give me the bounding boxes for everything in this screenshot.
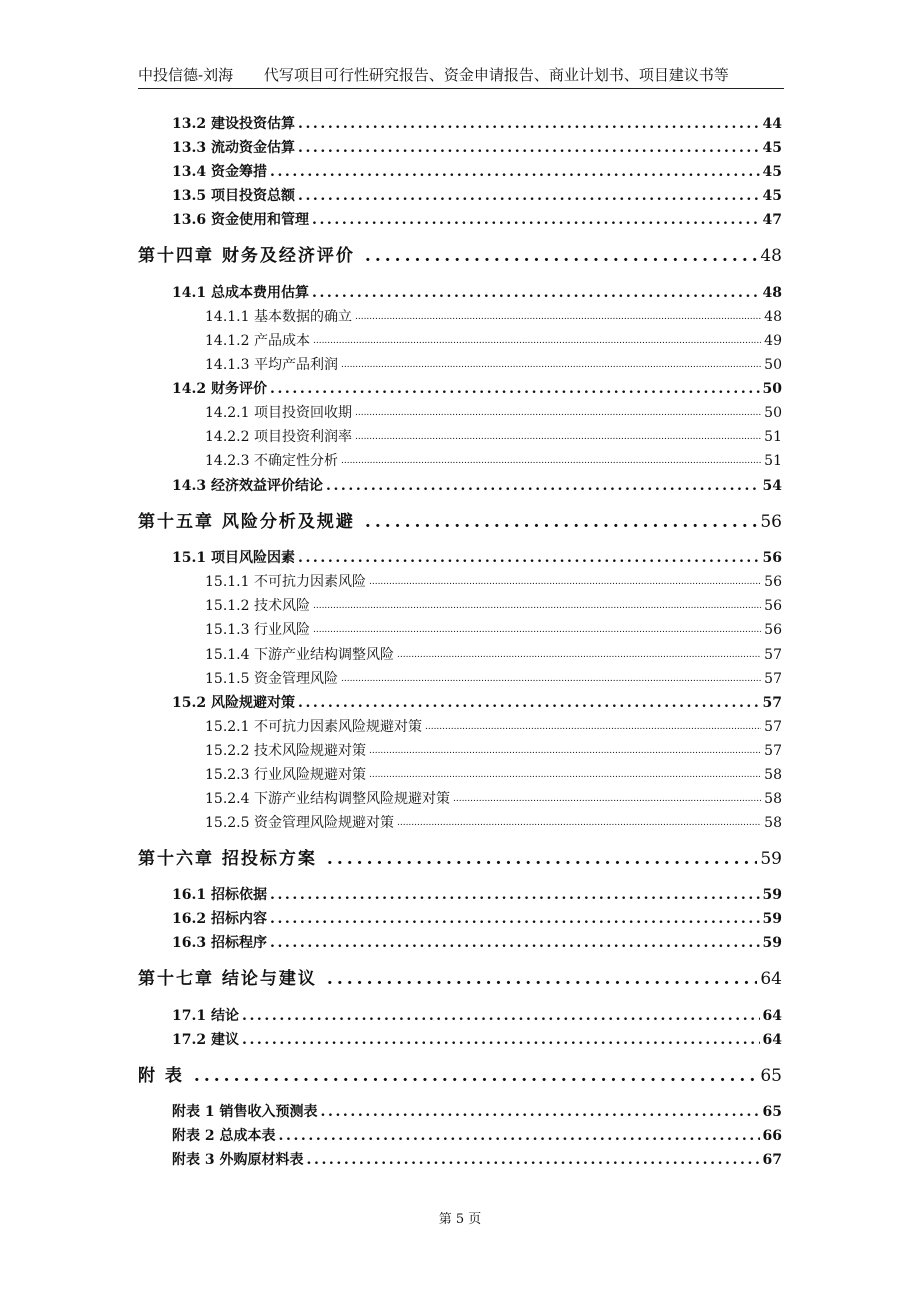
toc-appendix[interactable] [138,1063,782,1089]
toc-entry-16-3[interactable] [172,933,782,953]
toc-page-number: 51 [764,453,782,469]
toc-entry-15-1[interactable] [172,548,782,568]
toc-page-number: 45 [762,188,782,204]
dot-leader [298,138,760,158]
toc-chapter-14[interactable] [138,243,782,269]
dot-leader [341,669,761,689]
toc-entry-13-2[interactable] [172,114,782,134]
dot-leader [242,1030,760,1050]
toc-entry-label: 第十五章 风险分析及规避 [138,512,355,532]
dot-leader [270,885,760,905]
toc-page-number: 50 [764,357,782,373]
dot-leader [397,813,761,833]
toc-page-number: 57 [762,695,782,711]
toc-entry-label: 14.3 经济效益评价结论 [172,478,323,494]
toc-entry-label: 17.2 建议 [172,1032,239,1048]
toc-page-number: 56 [764,574,782,590]
toc-entry-label: 14.1.1 基本数据的确立 [205,309,352,325]
toc-entry-14-2-1[interactable] [205,403,782,423]
toc-entry-label: 第十七章 结论与建议 [138,969,317,989]
dot-leader [270,162,760,182]
toc-page-number: 44 [762,116,782,132]
toc-entry-15-2-5[interactable] [205,813,782,833]
toc-entry-label: 15.1.2 技术风险 [205,598,310,614]
toc-appendix-table-1[interactable] [172,1102,782,1122]
dot-leader [270,379,760,399]
toc-entry-13-5[interactable] [172,186,782,206]
toc-page-number: 45 [762,140,782,156]
toc-entry-label: 15.1.1 不可抗力因素风险 [205,574,366,590]
toc-entry-13-4[interactable] [172,162,782,182]
toc-entry-label: 13.6 资金使用和管理 [172,212,309,228]
toc-entry-15-2-4[interactable] [205,789,782,809]
toc-entry-label: 附表 3 外购原材料表 [172,1152,304,1168]
dot-leader [242,1006,760,1026]
toc-entry-label: 13.4 资金筹措 [172,164,267,180]
toc-page-number: 48 [762,285,782,301]
toc-entry-15-1-4[interactable] [205,645,782,665]
toc-page-number: 64 [762,1032,782,1048]
dot-leader [313,331,761,351]
dot-leader [270,909,760,929]
toc-entry-label: 15.2.4 下游产业结构调整风险规避对策 [205,791,450,807]
toc-entry-label: 16.1 招标依据 [172,887,267,903]
toc-page-number: 65 [760,1066,782,1086]
toc-entry-15-2[interactable] [172,693,782,713]
toc-entry-14-1-2[interactable] [205,331,782,351]
toc-page-number: 59 [762,887,782,903]
toc-entry-label: 14.2.2 项目投资利润率 [205,429,352,445]
dot-leader [312,210,760,230]
toc-entry-label: 15.2.2 技术风险规避对策 [205,743,366,759]
dot-leader [313,620,761,640]
toc-entry-label: 13.2 建设投资估算 [172,116,295,132]
toc-page-number: 65 [762,1104,782,1120]
toc-entry-label: 14.1 总成本费用估算 [172,285,309,301]
toc-entry-13-3[interactable] [172,138,782,158]
toc-entry-14-1-3[interactable] [205,355,782,375]
dot-leader [326,476,760,496]
dot-leader [298,693,760,713]
toc-appendix-table-2[interactable] [172,1126,782,1146]
header-tagline: 代写项目可行性研究报告、资金申请报告、商业计划书、项目建议书等 [263,66,729,84]
toc-entry-15-1-1[interactable] [205,572,782,592]
dot-leader [369,741,761,761]
toc-entry-17-1[interactable] [172,1006,782,1026]
dot-leader [298,186,760,206]
toc-entry-label: 15.1.5 资金管理风险 [205,671,338,687]
dot-leader [307,1150,760,1170]
toc-entry-15-1-5[interactable] [205,669,782,689]
toc-page-number: 59 [762,911,782,927]
toc-entry-label: 15.1.4 下游产业结构调整风险 [205,647,394,663]
toc-page-number: 45 [762,164,782,180]
toc-entry-14-2-2[interactable] [205,427,782,447]
dot-leader [369,765,761,785]
dot-leader [355,307,761,327]
toc-page-number: 58 [764,815,782,831]
toc-chapter-17[interactable] [138,966,782,992]
dot-leader [355,427,761,447]
toc-page-number: 56 [760,512,782,532]
toc-entry-label: 15.2.1 不可抗力因素风险规避对策 [205,719,422,735]
toc-entry-label: 16.2 招标内容 [172,911,267,927]
dot-leader [341,451,761,471]
dot-leader [397,645,761,665]
toc-page-number: 50 [764,405,782,421]
toc-entry-14-2-3[interactable] [205,451,782,471]
toc-entry-17-2[interactable] [172,1030,782,1050]
toc-page-number: 67 [762,1152,782,1168]
dot-leader [365,243,757,269]
dot-leader [298,114,760,134]
toc-chapter-15[interactable] [138,509,782,535]
toc-page-number: 59 [760,849,782,869]
dot-leader [355,403,761,423]
toc-entry-14-1-1[interactable] [205,307,782,327]
toc-page-number: 47 [762,212,782,228]
dot-leader [341,355,761,375]
toc-entry-label: 14.1.2 产品成本 [205,333,310,349]
toc-entry-label: 14.2.1 项目投资回收期 [205,405,352,421]
dot-leader [369,572,761,592]
toc-entry-label: 附表 1 销售收入预测表 [172,1104,318,1120]
toc-page-number: 50 [762,381,782,397]
toc-page-number: 58 [764,791,782,807]
toc-entry-14-2[interactable] [172,379,782,399]
dot-leader [313,596,761,616]
toc-page-number: 56 [764,622,782,638]
toc-entry-15-2-1[interactable] [205,717,782,737]
toc-page-number: 58 [764,767,782,783]
toc-entry-15-1-2[interactable] [205,596,782,616]
toc-entry-label: 15.1.3 行业风险 [205,622,310,638]
page-header [138,64,784,89]
toc-page-number: 64 [762,1008,782,1024]
toc-entry-label: 15.2.3 行业风险规避对策 [205,767,366,783]
toc-page-number: 51 [764,429,782,445]
toc-page-number: 49 [764,333,782,349]
toc-page-number: 66 [762,1128,782,1144]
toc-entry-15-2-3[interactable] [205,765,782,785]
toc-entry-label: 15.2.5 资金管理风险规避对策 [205,815,394,831]
toc-entry-15-2-2[interactable] [205,741,782,761]
dot-leader [425,717,761,737]
dot-leader [327,966,757,992]
toc-entry-label: 第十六章 招投标方案 [138,849,317,869]
toc-page-number: 57 [764,719,782,735]
toc-entry-label: 17.1 结论 [172,1008,239,1024]
toc-entry-label: 16.3 招标程序 [172,935,267,951]
toc-entry-14-1[interactable] [172,283,782,303]
toc-page-number: 57 [764,671,782,687]
toc-entry-label: 附 表 [138,1066,184,1086]
toc-page-number: 64 [760,969,782,989]
toc-page-number: 56 [762,550,782,566]
toc-page-number: 48 [764,309,782,325]
toc-entry-14-3[interactable] [172,476,782,496]
header-site: 中投信德-刘海 [138,66,234,84]
toc-entry-label: 附表 2 总成本表 [172,1128,276,1144]
toc-entry-16-1[interactable] [172,885,782,905]
toc-entry-label: 13.3 流动资金估算 [172,140,295,156]
dot-leader [327,846,757,872]
toc-entry-label: 14.2 财务评价 [172,381,267,397]
toc-entry-label: 13.5 项目投资总额 [172,188,295,204]
toc-page-number: 59 [762,935,782,951]
dot-leader [194,1063,757,1089]
toc-entry-label: 14.1.3 平均产品利润 [205,357,338,373]
toc-page-number: 57 [764,743,782,759]
toc-entry-16-2[interactable] [172,909,782,929]
toc-page-number: 48 [760,246,782,266]
toc-entry-label: 14.2.3 不确定性分析 [205,453,338,469]
dot-leader [298,548,760,568]
dot-leader [453,789,761,809]
toc-entry-13-6[interactable] [172,210,782,230]
toc-entry-label: 15.2 风险规避对策 [172,695,295,711]
page-number: 第 5 页 [438,1212,482,1227]
toc-chapter-16[interactable] [138,846,782,872]
toc-page-number: 54 [762,478,782,494]
toc-entry-label: 第十四章 财务及经济评价 [138,246,355,266]
dot-leader [365,509,757,535]
toc-entry-15-1-3[interactable] [205,620,782,640]
toc-page-number: 56 [764,598,782,614]
dot-leader [312,283,760,303]
toc-entry-label: 15.1 项目风险因素 [172,550,295,566]
dot-leader [270,933,760,953]
toc-page-number: 57 [764,647,782,663]
dot-leader [279,1126,760,1146]
dot-leader [321,1102,760,1122]
toc-appendix-table-3[interactable] [172,1150,782,1170]
